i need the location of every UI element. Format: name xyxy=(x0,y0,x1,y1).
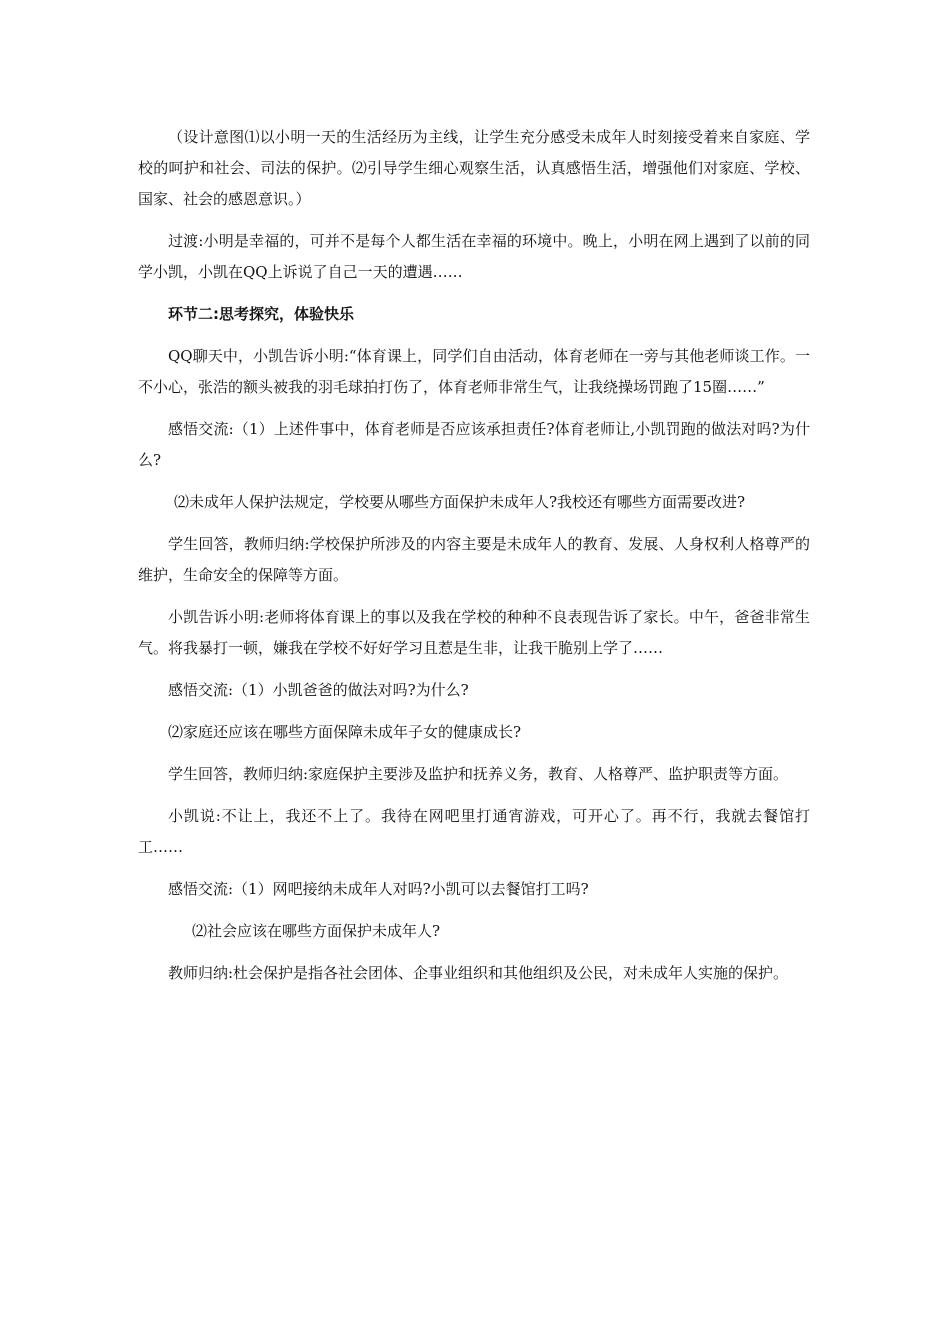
xiaokai-story-society: 小凯说:不让上，我还不上了。我待在网吧里打通宵游戏，可开心了。再不行，我就去餐馆打工…… xyxy=(138,807,810,856)
discussion-question-1: 感悟交流:（1）上述件事中，体育老师是否应该承担责任?体育老师让,小凯罚跑的做法对吗?为什么? xyxy=(138,420,810,469)
discussion-question-2: ⑵未成年人保护法规定，学校要从哪些方面保护未成年人?我校还有哪些方面需要改进? xyxy=(174,493,746,511)
teacher-summary-family: 学生回答，教师归纳:家庭保护主要涉及监护和抚养义务，教育、人格尊严、监护职责等方面。 xyxy=(168,765,789,783)
discussion-question-6: ⑵社会应该在哪些方面保护未成年人? xyxy=(192,922,441,940)
teacher-summary-society: 教师归纳:杜会保护是指各社会团体、企事业组织和其他组织及公民，对未成年人实施的保护。 xyxy=(168,964,789,982)
xiaokai-story-family: 小凯告诉小明:老师将体育课上的事以及我在学校的种种不良表现告诉了家长。中午，爸爸非常生气。将我暴打一顿，嫌我在学校不好好学习且惹是生非，让我干脆别上学了…… xyxy=(138,608,810,657)
section-heading: 环节二:思考探究，体验快乐 xyxy=(168,305,354,323)
discussion-question-3: 感悟交流:（1）小凯爸爸的做法对吗?为什么? xyxy=(168,681,469,699)
design-intent-paragraph: （设计意图⑴以小明一天的生活经历为主线，让学生充分感受未成年人时刻接受着来自家庭、学校的呵护和社会、司法的保护。⑵引导学生细心观察生活，认真感悟生活，增强他们对家庭、学校、国家、社会的感恩意识。） xyxy=(138,128,810,208)
discussion-question-5: 感悟交流:（1）网吧接纳未成年人对吗?小凯可以去餐馆打工吗? xyxy=(168,880,589,898)
discussion-question-4: ⑵家庭还应该在哪些方面保障未成年子女的健康成长? xyxy=(168,723,522,741)
qq-chat-paragraph: QQ聊天中，小凯告诉小明:“体育课上，同学们自由活动，体育老师在一旁与其他老师谈工作。一不小心，张浩的额头被我的羽毛球拍打伤了，体育老师非常生气，让我绕操场罚跑了15圈……” xyxy=(138,347,810,396)
teacher-summary-school: 学生回答，教师归纳:学校保护所涉及的内容主要是未成年人的教育、发展、人身权利人格尊严的维护，生命安全的保障等方面。 xyxy=(138,535,810,584)
transition-paragraph: 过渡:小明是幸福的，可并不是每个人都生活在幸福的环境中。晚上，小明在网上遇到了以前的同学小凯，小凯在QQ上诉说了自己一天的遭遇…… xyxy=(138,232,810,281)
